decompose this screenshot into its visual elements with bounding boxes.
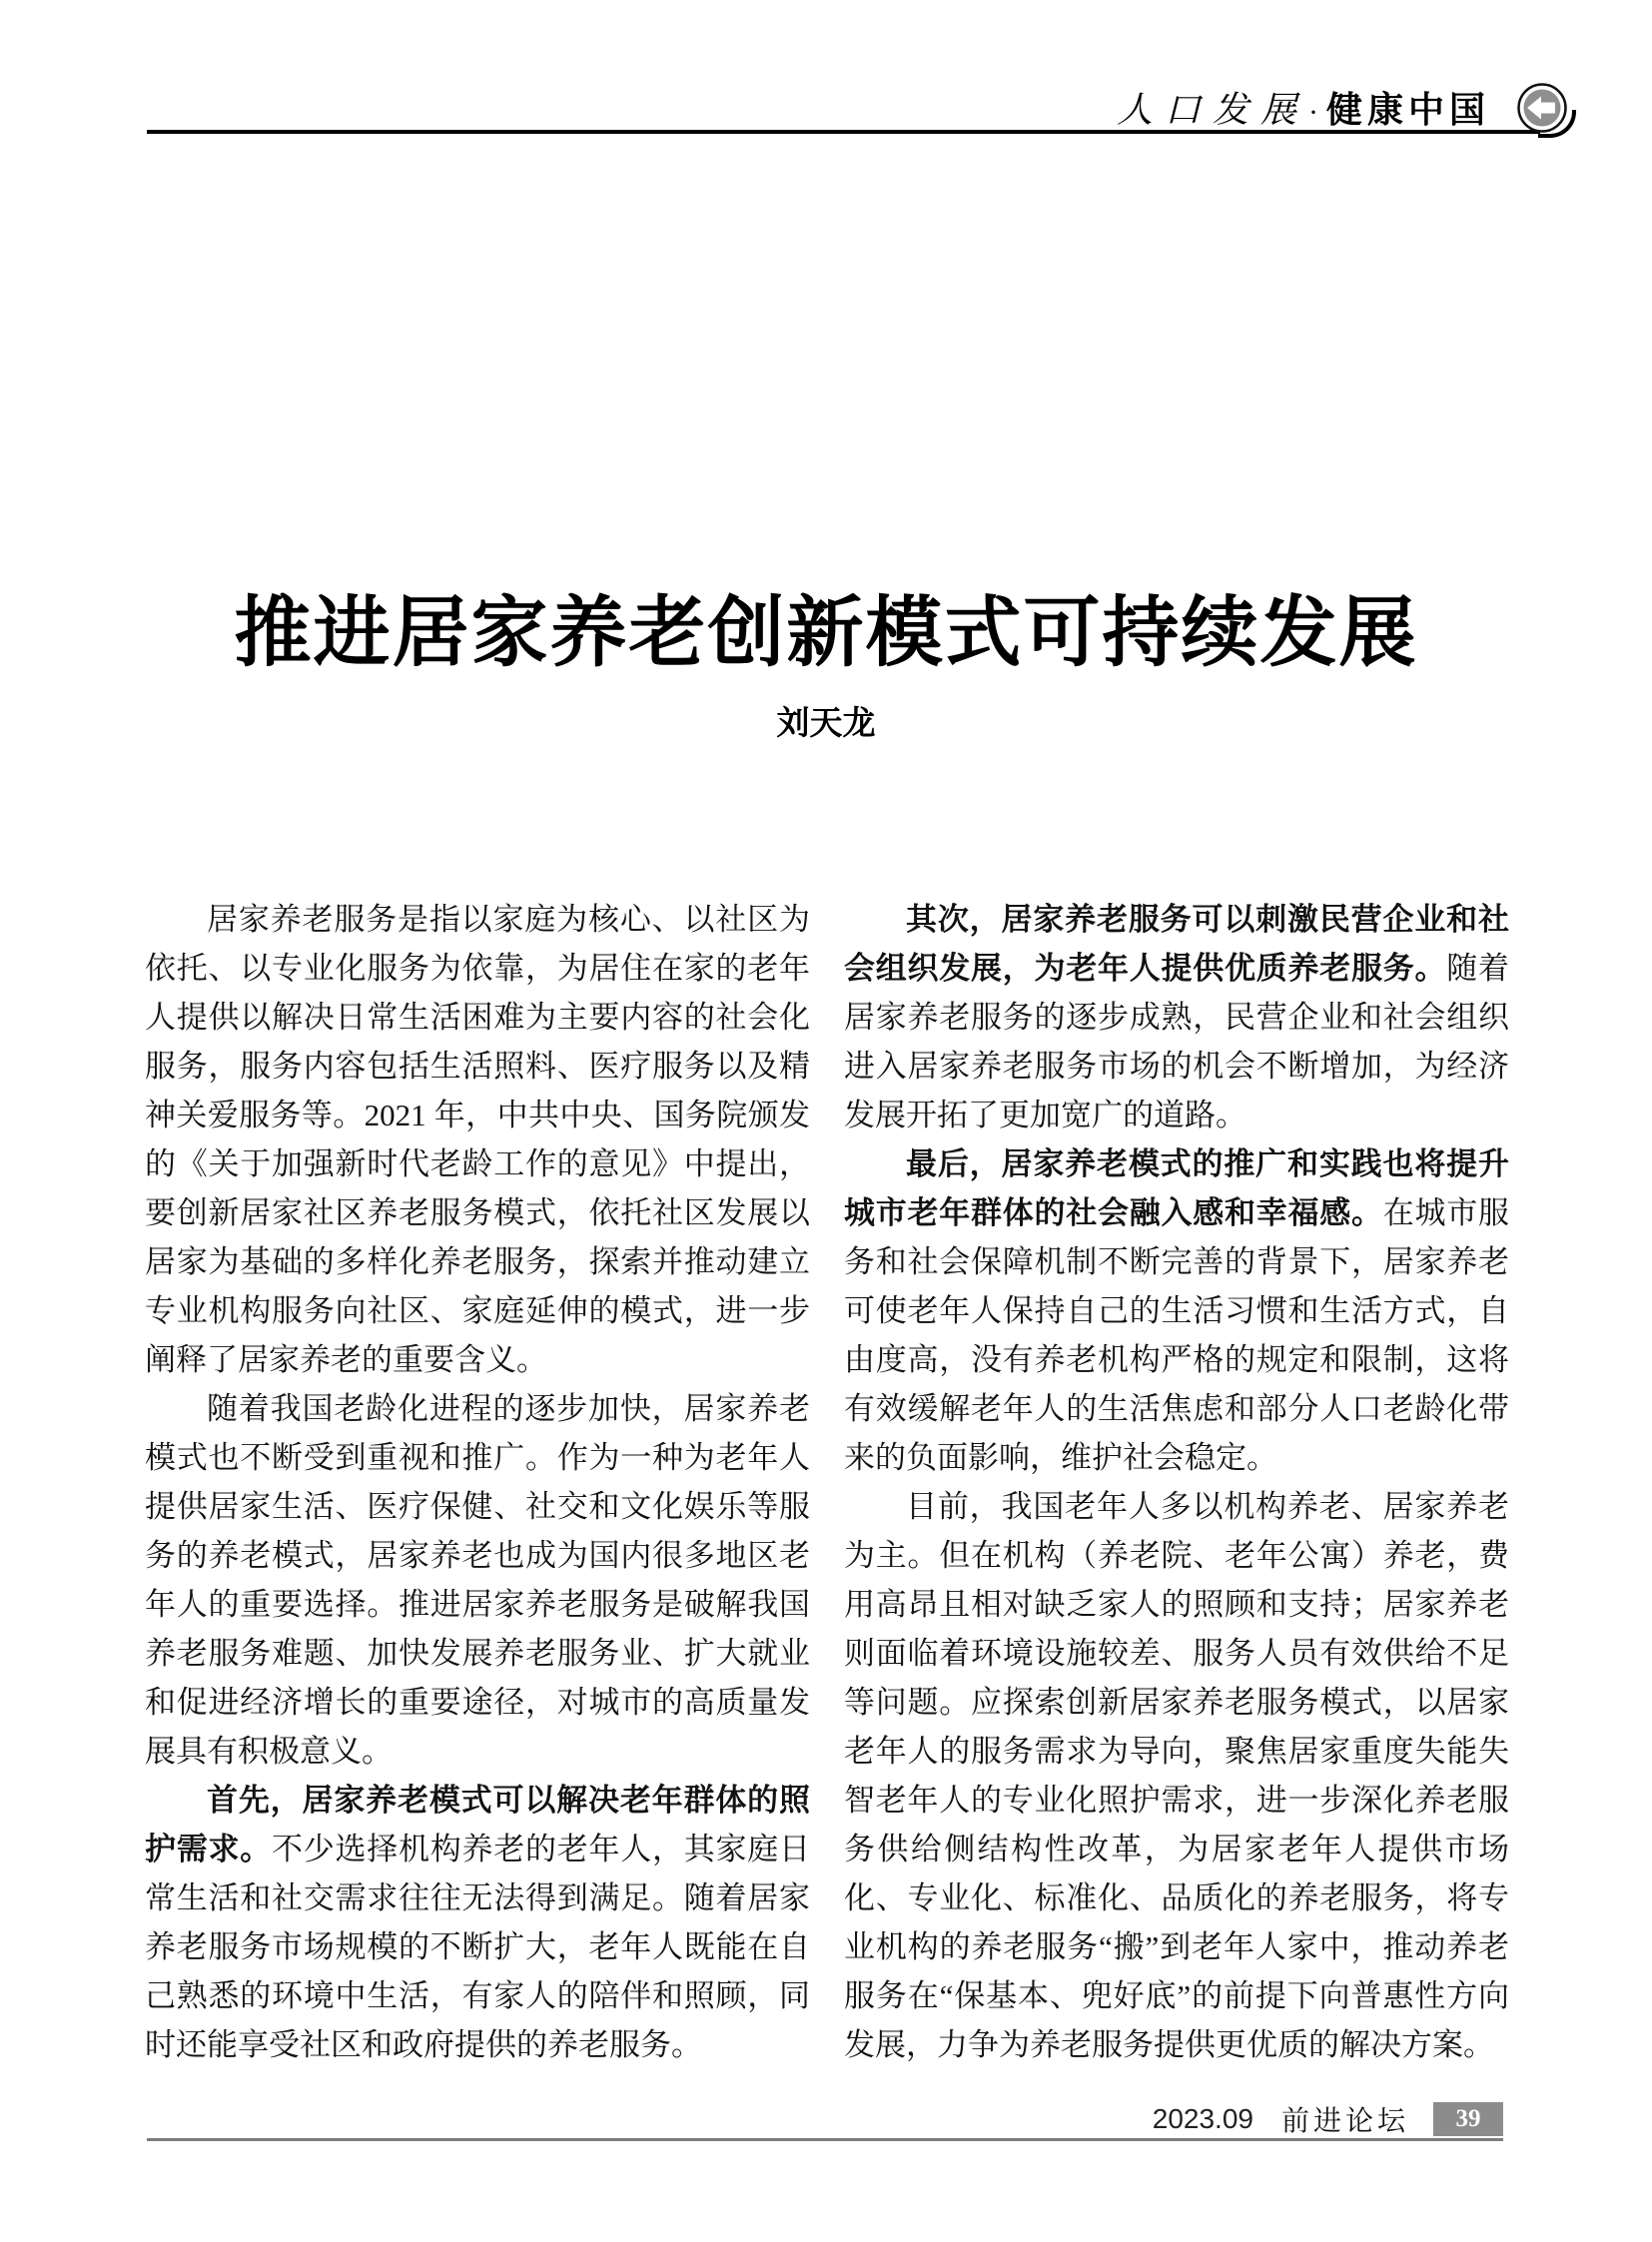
body-paragraph: [145, 1384, 810, 1776]
header-section-title: [1117, 82, 1490, 133]
header-section-left-label: 人口发展: [1116, 90, 1308, 130]
body-column-left: [145, 895, 810, 2069]
header-section-right-label: 健康中国: [1325, 89, 1490, 130]
footer-issue-date: 2023.09: [1152, 2103, 1253, 2134]
body-column-right: [844, 895, 1509, 2069]
article-title: 推进居家养老创新模式可持续发展: [234, 590, 1418, 676]
article-author: 刘天龙: [776, 704, 876, 741]
paragraph-lead-bold: 其次，居家养老服务可以刺激民营企业和社会组织发展，为老年人提供优质养老服务。: [844, 902, 1509, 986]
header-separator-dot: ·: [1307, 96, 1318, 129]
footer-journal-name: 前进论坛: [1280, 2106, 1409, 2137]
paragraph-text: 不少选择机构养老的老年人，其家庭日常生活和社交需求往往无法得到满足。随着居家养老服务市场规模的不断扩大，老年人既能在自己熟悉的环境中生活，有家人的陪伴和照顾，同时还能享受社区和政府提供的养老服务。: [145, 1832, 810, 2062]
paragraph-text: 随着我国老龄化进程的逐步加快，居家养老模式也不断受到重视和推广。作为一种为老年人提供居家生活、医疗保健、社交和文化娱乐等服务的养老模式，居家养老也成为国内很多地区老年人的重要选择。推进居家养老服务是破解我国养老服务难题、加快发展养老服务业、扩大就业和促进经济增长的重要途径，对城市的高质量发展具有积极意义。: [145, 1391, 810, 1769]
body-paragraph: [844, 895, 1509, 1139]
footer-page-number-badge: 39: [1433, 2102, 1503, 2136]
footer-meta: [1153, 2099, 1503, 2139]
body-paragraph: [844, 1139, 1509, 1482]
paragraph-lead-bold: 最后，居家养老模式的推广和实践也将提升城市老年群体的社会融入感和幸福感。: [844, 1146, 1509, 1230]
back-arrow-circle-icon: [1516, 82, 1568, 134]
paragraph-text: 随着居家养老服务的逐步成熟，民营企业和社会组织进入居家养老服务市场的机会不断增加，为经济发展开拓了更加宽广的道路。: [844, 951, 1509, 1132]
paragraph-lead-bold: 首先，居家养老模式可以解决老年群体的照护需求。: [145, 1783, 810, 1867]
body-paragraph: [145, 1776, 810, 2069]
paragraph-text: 在城市服务和社会保障机制不断完善的背景下，居家养老可使老年人保持自己的生活习惯和生活方式，自由度高，没有养老机构严格的规定和限制，这将有效缓解老年人的生活焦虑和部分人口老龄化带来的负面影响，维护社会稳定。: [844, 1195, 1509, 1475]
paragraph-text: 目前，我国老年人多以机构养老、居家养老为主。但在机构（养老院、老年公寓）养老，费用高昂且相对缺乏家人的照顾和支持；居家养老则面临着环境设施较差、服务人员有效供给不足等问题。应探索创新居家养老服务模式，以居家老年人的服务需求为导向，聚焦居家重度失能失智老年人的专业化照护需求，进一步深化养老服务供给侧结构性改革，为居家老年人提供市场化、专业化、标准化、品质化的养老服务，将专业机构的养老服务“搬”到老年人家中，推动养老服务在“保基本、兜好底”的前提下向普惠性方向发展，力争为养老服务提供更优质的解决方案。: [844, 1489, 1509, 2062]
body-paragraph: [844, 1482, 1509, 2069]
paragraph-text: 居家养老服务是指以家庭为核心、以社区为依托、以专业化服务为依靠，为居住在家的老年人提供以解决日常生活困难为主要内容的社会化服务，服务内容包括生活照料、医疗服务以及精神关爱服务等。2021 年，中共中央、国务院颁发的《关于加强新时代老龄工作的意见》中提出，要创新居家社区养老服务模式，依托社区发展以居家为基础的多样化养老服务，探索并推动建立专业机构服务向社区、家庭延伸的模式，进一步阐释了居家养老的重要含义。: [145, 902, 810, 1377]
body-paragraph: [145, 895, 810, 1384]
